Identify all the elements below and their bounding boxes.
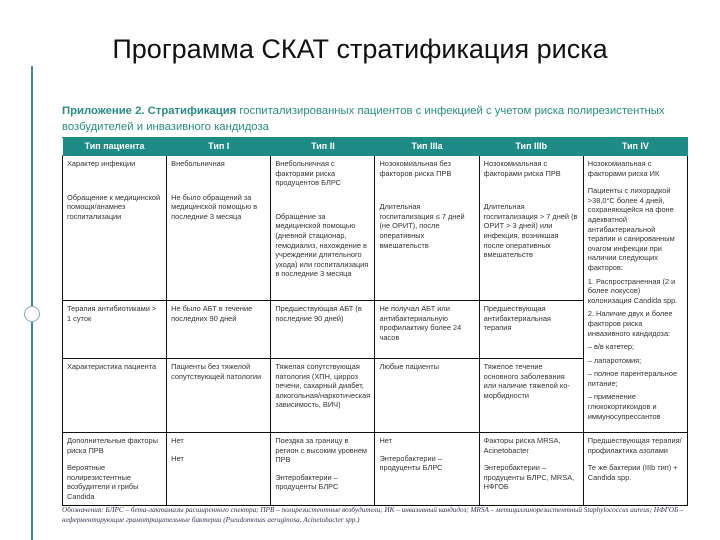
table-cell: [271, 301, 375, 359]
table-cell: [375, 301, 479, 359]
cell-text: Характер инфекции: [67, 159, 136, 168]
cell-text: Нет: [171, 436, 184, 445]
table-cell: [167, 156, 271, 301]
cell-text: Длительная госпитализация ≤ 7 дней (не ОРИТ), после оперативных вмешательств: [379, 202, 465, 250]
cell-text: Предшествующая терапия/профилактика азолами: [587, 436, 682, 455]
cell-text: Обращение к медицинской помощи/анамнез госпитализации: [67, 192, 161, 221]
table-cell: [479, 301, 583, 359]
cell-text: Терапия антибиотиками > 1 суток: [67, 304, 157, 323]
cell-text: Внебольничная: [171, 159, 225, 168]
table-cell: [63, 156, 167, 301]
header-row: [63, 138, 688, 156]
cell-text: Нозокомиальная с факторами риска ПРВ: [483, 159, 561, 178]
table-cell: [167, 433, 271, 506]
cell-text: Поездка за границу в регион с высоким уровнем ПРВ: [275, 436, 368, 465]
cell-text: Факторы риска MRSA, Acinetobacter: [483, 436, 561, 455]
decorative-vertical-line: [31, 66, 33, 540]
cell-text: Нозокомиальная с факторами риска ИК: [587, 159, 660, 178]
table-cell: [271, 156, 375, 301]
cell-text: Внебольничная с факторами риска продуцентов БЛРС: [275, 159, 341, 188]
risk-factor-item: 2. Наличие двух и более факторов риска инвазивного кандидоза:: [587, 309, 673, 338]
table-cell: [167, 301, 271, 359]
column-header: Тип I: [167, 138, 271, 156]
cell-text: Энтеробактерии – продуценты БЛРС: [275, 472, 339, 492]
cell-text: Нет: [171, 453, 184, 463]
table-cell: [271, 433, 375, 506]
cell-text: Дополнительные факторы риска ПРВ: [67, 436, 158, 455]
cell-text: Предшествующая АБТ (в последние 90 дней): [275, 304, 362, 323]
cell-text: Предшествующая антибактериальная терапия: [483, 304, 551, 333]
cell-text: Обращение за медицинской помощью (дневной стационар, гемодиализ, нахождение в учреждении длительного ухода) или госпитализация в последние 3 месяца: [275, 211, 369, 279]
cell-text: Не было обращений за медицинской помощью в последние 3 месяца: [171, 192, 258, 221]
table-cell: [167, 359, 271, 433]
cell-text: Энтеробактерии – продуценты БЛРС, MRSA, НФГОБ: [483, 463, 575, 492]
cell-text: Пациенты с лихорадкой >38,0°C более 4 дней, сохраняющейся на фоне адекватной антибактериальной терапии и санированным очагом инфекции при наличии следующих факторов:: [587, 186, 675, 272]
table-cell-type-iv: [583, 156, 687, 433]
cell-text: Пациенты без тяжелой сопутствующей патологии: [171, 362, 262, 381]
column-header: Тип пациента: [63, 138, 167, 156]
cell-text: Не было АБТ в течение последних 90 дней: [171, 304, 253, 323]
column-header: Тип IIIb: [479, 138, 583, 156]
risk-factor-item: – лапаротомия;: [587, 355, 642, 365]
risk-factor-item: 1. Распространенная (2 и более локусов) колонизация Candida spp.: [587, 276, 678, 305]
cell-text: Любые пациенты: [379, 362, 439, 371]
risk-factor-item: – полное парентеральное питание;: [587, 369, 678, 388]
slide-title: Программа СКАТ стратификация риска: [112, 34, 608, 64]
heading-rest: госпитализированных пациентов с инфекцией с учетом риска полирезистентных возбудителей и инвазивного кандидоза: [62, 105, 665, 133]
cell-text: Те же бактерии (IIIb тип) + Candida spp.: [587, 463, 678, 482]
risk-stratification-table: [62, 137, 688, 506]
table-cell: [375, 359, 479, 433]
cell-text: Нет: [379, 436, 393, 445]
cell-text: Длительная госпитализация > 7 дней (в ОРИТ > 3 дней) или инфекция, возникшая после оперативных вмешательств: [483, 202, 578, 260]
cell-text: Не получал АБТ или антибактериальную профилактику более 24 часов: [379, 304, 462, 342]
risk-factor-item: – в/в катетер;: [587, 342, 634, 352]
cell-text: Тяжелая сопутствующая патология (ХПН, цирроз печени, сахарный диабет, алкогольная/наркотическая зависимость, ВИЧ): [275, 362, 371, 410]
column-header: Тип II: [271, 138, 375, 156]
table-cell: [63, 301, 167, 359]
table-cell: [583, 433, 687, 506]
table-cell: [63, 433, 167, 506]
table-cell: [375, 433, 479, 506]
cell-text: Характеристика пациента: [67, 362, 157, 371]
table-cell: [479, 433, 583, 506]
table-heading: [62, 103, 692, 135]
table-cell: [271, 359, 375, 433]
cell-text: Энтеробактерии – продуценты БЛРС: [379, 453, 443, 473]
column-header: Тип IIIa: [375, 138, 479, 156]
table-cell: [63, 359, 167, 433]
table-cell: [375, 156, 479, 301]
cell-text: Вероятные полирезистентные возбудители и грибы Candida: [67, 463, 139, 501]
table-cell: [479, 156, 583, 301]
cell-text: Тяжелое течение основного заболевания или наличие тяжелой ко-морбидности: [483, 362, 570, 400]
risk-factor-item: – применение глюкокортикоидов и иммуносупрессантов: [587, 392, 661, 421]
decorative-circle-icon: [24, 306, 40, 322]
column-header: Тип IV: [583, 138, 687, 156]
heading-bold: Приложение 2. Стратификация: [62, 105, 237, 117]
table-row: [63, 433, 688, 506]
table-cell: [479, 359, 583, 433]
cell-text: Нозокомиальная без факторов риска ПРВ: [379, 159, 452, 178]
footnote: Обозначения: БЛРС – бета-лактамазы расширенного спектра; ПРВ – полирезистентные возбудители; ИК – инвазивный кандидоз; MRSA – метициллинорезистентный Staphylococcus aureus; НФГОБ – неферментирующие грамотрицательные бактерии (Pseudomonas aeruginosa, Acinetobacter spp.): [62, 506, 684, 524]
table-row: [63, 156, 688, 301]
